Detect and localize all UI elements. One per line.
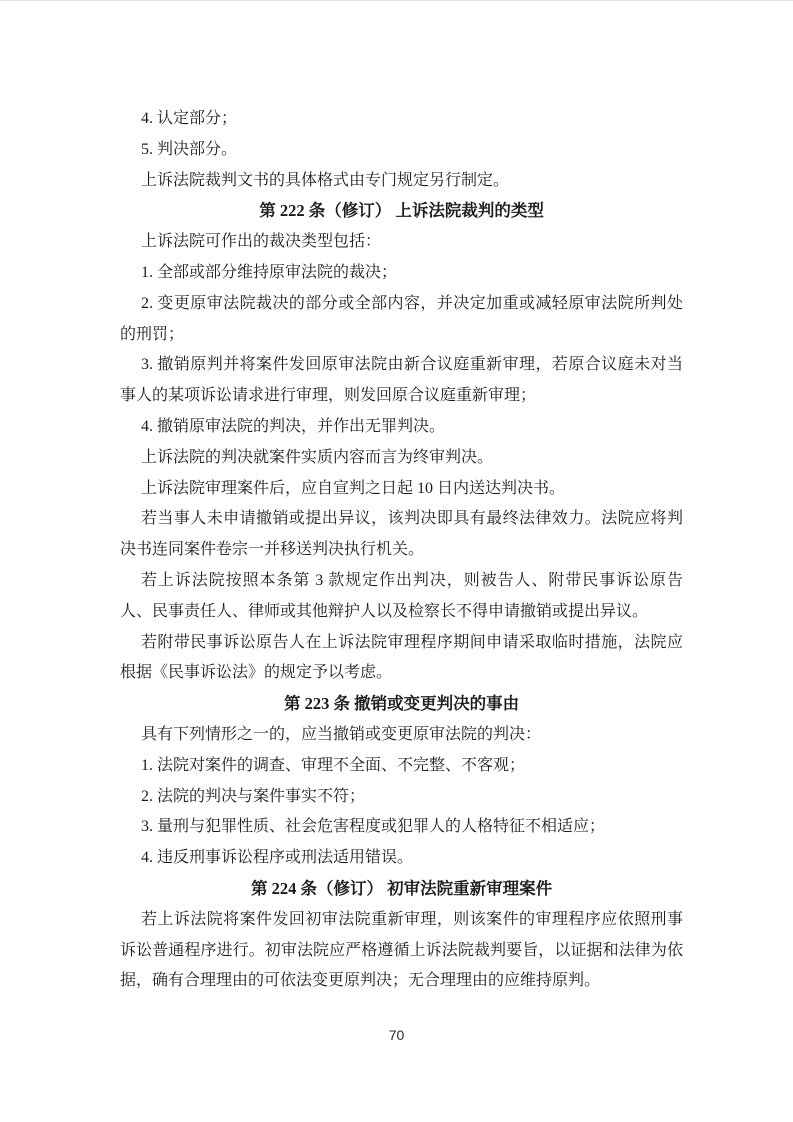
page-footer bbox=[0, 1027, 793, 1043]
paragraph: 若上诉法院按照本条第 3 款规定作出判决，则被告人、附带民事诉讼原告人、民事责任人、律师或其他辩护人以及检察长不得申请撤销或提出异议。 bbox=[120, 571, 683, 620]
page-content bbox=[120, 104, 683, 997]
paragraph: 上诉法院的判决就案件实质内容而言为终审判决。 bbox=[141, 448, 494, 466]
paragraph: 上诉法院裁判文书的具体格式由专门规定另行制定。 bbox=[141, 171, 510, 189]
paragraph: 上诉法院审理案件后，应自宣判之日起 10 日内送达判决书。 bbox=[141, 479, 566, 497]
article-heading-224: 第 224 条（修订） 初审法院重新审理案件 bbox=[250, 878, 553, 898]
list-item: 3. 撤销原判并将案件发回原审法院由新合议庭重新审理，若原合议庭未对当事人的某项诉讼请求进行审理，则发回原合议庭重新审理； bbox=[120, 356, 683, 405]
article-heading-223: 第 223 条 撤销或变更判决的事由 bbox=[283, 694, 520, 714]
list-item: 3. 量刑与犯罪性质、社会危害程度或犯罪人的人格特征不相适应； bbox=[141, 818, 606, 836]
list-item: 4. 违反刑事诉讼程序或刑法适用错误。 bbox=[141, 849, 414, 867]
paragraph: 若当事人未申请撤销或提出异议，该判决即具有最终法律效力。法院应将判决书连同案件卷宗一并移送判决执行机关。 bbox=[120, 510, 683, 559]
list-item: 1. 全部或部分维持原审法院的裁决； bbox=[141, 263, 398, 281]
page-number: 70 bbox=[388, 1027, 405, 1043]
list-item: 2. 变更原审法院裁决的部分或全部内容，并决定加重或减轻原审法院所判处的刑罚； bbox=[120, 294, 683, 343]
paragraph: 上诉法院可作出的裁决类型包括： bbox=[141, 233, 382, 251]
list-item: 1. 法院对案件的调查、审理不全面、不完整、不客观； bbox=[141, 756, 526, 774]
list-item: 4. 认定部分； bbox=[141, 110, 238, 127]
article-heading-222: 第 222 条（修订） 上诉法院裁判的类型 bbox=[259, 201, 544, 221]
paragraph: 若上诉法院将案件发回初审法院重新审理，则该案件的审理程序应依照刑事诉讼普通程序进行。初审法院应严格遵循上诉法院裁判要旨，以证据和法律为依据，确有合理理由的可依法变更原判决；无合理理由的应维持原判。 bbox=[120, 910, 683, 990]
paragraph: 若附带民事诉讼原告人在上诉法院审理程序期间申请采取临时措施，法院应根据《民事诉讼法》的规定予以考虑。 bbox=[120, 633, 683, 682]
paragraph: 具有下列情形之一的，应当撤销或变更原审法院的判决： bbox=[141, 725, 542, 743]
list-item: 4. 撤销原审法院的判决，并作出无罪判决。 bbox=[141, 417, 446, 435]
list-item: 2. 法院的判决与案件事实不符； bbox=[141, 787, 366, 805]
list-item: 5. 判决部分。 bbox=[141, 140, 238, 158]
